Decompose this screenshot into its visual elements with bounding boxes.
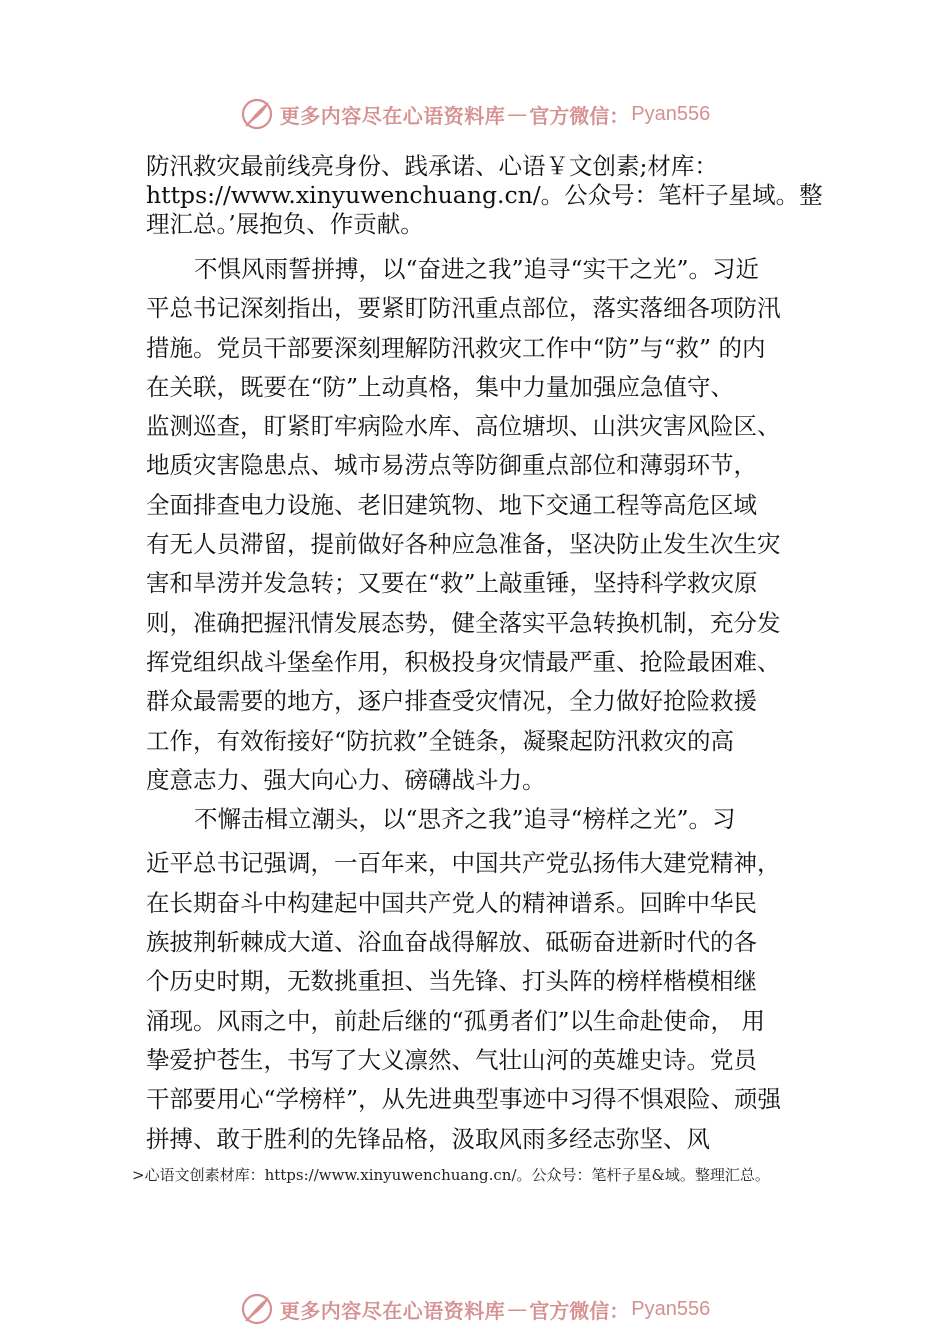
- document-body: [146, 152, 826, 1159]
- body-line: 涌现。风雨之中，前赴后继的“孤勇者们”以生命赴使命， 用: [146, 1006, 765, 1035]
- body-line: 近平总书记强调，一百年来，中国共产党弘扬伟大建党精神，: [146, 849, 781, 878]
- footer-banner: [0, 1289, 950, 1329]
- paragraph-first-line: 不惧风雨誓拼搏，以“奋进之我”追寻“实干之光”。习近: [194, 255, 760, 283]
- feather-pen-logo-icon: [240, 1292, 274, 1326]
- body-line: 全面排查电力设施、老旧建筑物、地下交通工程等高危区域: [146, 490, 757, 519]
- body-line: 个历史时期，无数挑重担、当先锋、打头阵的榜样楷模相继: [146, 967, 757, 996]
- body-line: 有无人员滞留，提前做好各种应急准备，坚决防止发生次生灾: [146, 530, 781, 559]
- body-line: 监测巡查，盯紧盯牢病险水库、高位塘坝、山洪灾害风险区、: [146, 412, 781, 441]
- header-banner: [0, 94, 950, 134]
- banner-wechat-label: 官方微信：: [529, 103, 630, 128]
- body-line: 干部要用心“学榜样”，从先进典型事迹中习得不惧艰险、顽强: [146, 1085, 782, 1114]
- body-line: 则，准确把握汛情发展态势，健全落实平急转换机制，充分发: [146, 608, 781, 637]
- paragraph-first-line: 不懈击楫立潮头，以“思齐之我”追寻“榜样之光”。习: [194, 805, 736, 834]
- body-line: https://www.xinyuwenchuang.cn/。公众号：笔杆子星域。整: [146, 181, 823, 209]
- footnote: >心语文创素材库：https://www.xinyuwenchuang.cn/。公众号：笔杆子星&域。整理汇总。: [132, 1166, 770, 1184]
- body-line: 度意志力、强大向心力、磅礴战斗力。: [146, 765, 546, 794]
- body-line: 群众最需要的地方，逐户排查受灾情况，全力做好抢险救援: [146, 687, 757, 716]
- banner-wechat-id: Pyan556: [631, 102, 711, 125]
- body-line: 防汛救灾最前线亮身份、践承诺、心语￥文创素;材库：: [146, 152, 718, 180]
- body-line: 在关联，既要在“防”上动真格，集中力量加强应急值守、: [146, 372, 735, 401]
- banner-wechat-id: Pyan556: [631, 1297, 711, 1320]
- body-line: 地质灾害隐患点、城市易涝点等防御重点部位和薄弱环节，: [146, 451, 757, 480]
- banner-dash: —: [507, 1297, 528, 1321]
- body-line: 挚爱护苍生，书写了大义凛然、气壮山河的英雄史诗。党员: [146, 1045, 757, 1074]
- banner-dash: —: [507, 102, 528, 126]
- body-line: 工作，有效衔接好“防抗救”全链条，凝聚起防汛救灾的高: [146, 726, 735, 755]
- body-line: 措施。党员干部要深刻理解防汛救灾工作中“防”与“救” 的内: [146, 333, 766, 362]
- body-line: 害和旱涝并发急转；又要在“救”上敲重锤，坚持科学救灾原: [146, 569, 758, 598]
- banner-slogan: 更多内容尽在心语资料库: [279, 1298, 506, 1323]
- feather-pen-logo-icon: [240, 97, 274, 131]
- banner-slogan: 更多内容尽在心语资料库: [279, 103, 506, 128]
- body-line: 在长期奋斗中构建起中国共产党人的精神谱系。回眸中华民: [146, 888, 757, 917]
- body-line: 拼搏、敢于胜利的先锋品格，汲取风雨多经志弥坚、风: [146, 1124, 710, 1153]
- body-line: 平总书记深刻指出，要紧盯防汛重点部位，落实落细各项防汛: [146, 294, 781, 323]
- body-line: 族披荆斩棘成大道、浴血奋战得解放、砥砺奋进新时代的各: [146, 928, 757, 957]
- banner-wechat-label: 官方微信：: [529, 1298, 630, 1323]
- body-line: 挥党组织战斗堡垒作用，积极投身灾情最严重、抢险最困难、: [146, 647, 781, 676]
- body-line: 理汇总。’展抱负、作贡献。: [146, 210, 424, 238]
